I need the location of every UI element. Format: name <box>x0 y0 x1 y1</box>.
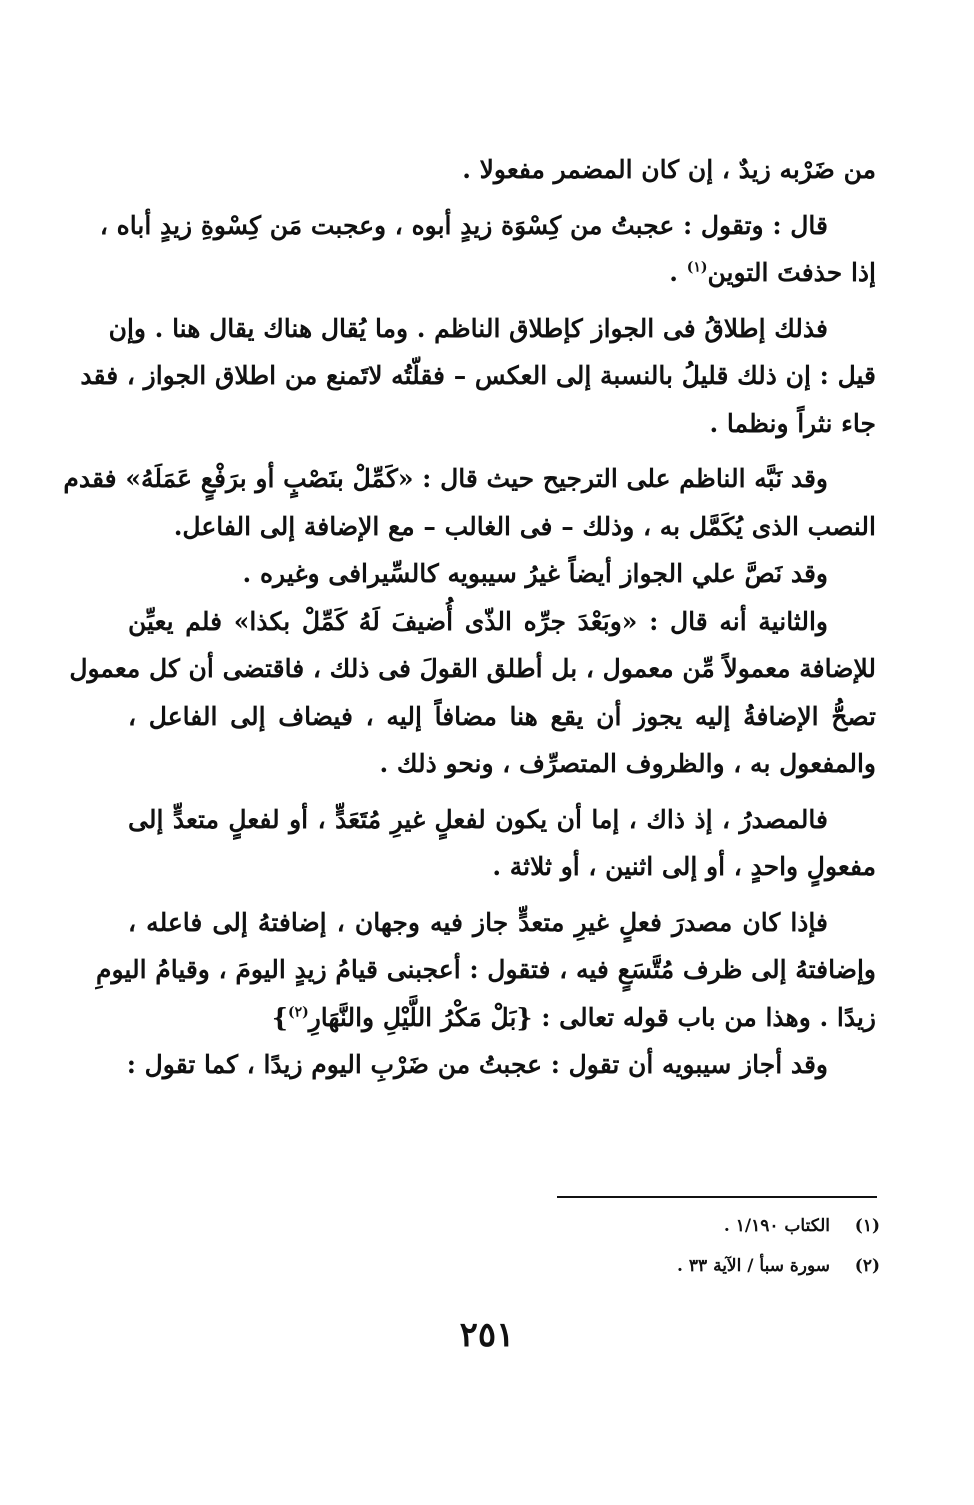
text-span: } <box>271 1002 288 1032</box>
text-line: قال : وتقول : عجبتُ من كِسْوَة زيدٍ أبوه ، وعجبت مَن كِسْوةِ زيدٍ أباه ، <box>99 210 828 240</box>
text-line: جاء نثراً ونظما . <box>709 408 876 438</box>
text-line: مفعولٍ واحدٍ ، أو إلى اثنين ، أو ثلاثة . <box>492 852 876 881</box>
text-line: تصحُّ الإضافةُ إليه يجوز أن يقع هنا مضافاً إليه ، فيضاف إلى الفاعل ، <box>128 701 876 731</box>
text-line: للإضافة معمولاً مِّن معمول ، بل أطلق القولَ فى ذلك ، فاقتضى أن كل معمول <box>69 654 876 683</box>
text-span: إذا حذفتَ التوين <box>707 258 876 287</box>
footnote-ref-2: (٢) <box>287 1004 309 1021</box>
text-line: وإضافتهُ إلى ظرف مُتَّسَعٍ فيه ، فتقول : أعجبنى قيامُ زيدٍ اليومَ ، وقيامُ اليومِ <box>96 955 876 984</box>
text-span: . <box>669 258 687 287</box>
footnote-number: (٢) <box>854 1256 880 1276</box>
footnote-1 <box>560 1206 880 1246</box>
text-line: قيل : إن ذلك قليلُ بالنسبة إلى العكس – فقلّتُه لاتَمنع من اطلاق الجواز ، فقد <box>80 361 876 390</box>
footnote-number: (١) <box>854 1216 880 1236</box>
text-line: والمفعول به ، والظروف المتصرِّف ، ونحو ذلك . <box>379 749 876 778</box>
text-line: فالمصدرُ ، إذ ذاك ، إما أن يكون لفعلٍ غيرِ مُتَعَدٍّ ، أو لفعلٍ متعدٍّ إلى <box>128 804 828 834</box>
footnote-divider <box>557 1196 877 1198</box>
footnote-ref-1: (١) <box>686 259 708 276</box>
text-span: زيدًا . وهذا من باب قوله تعالى : {بَلْ مَكْرُ اللَّيْلِ والنَّهَارِ <box>308 1002 876 1032</box>
text-line: فذلك إطلاقُ فى الجواز كإطلاق الناظم . وما يُقال هناك يقال هنا . وإن <box>108 313 828 343</box>
footnote-2 <box>560 1246 880 1286</box>
page-number: ٢٥١ <box>459 1315 515 1355</box>
text-line <box>128 249 876 297</box>
text-line: والثانية أنه قال : «وبَعْدَ جرِّه الذّى أُضيفَ لَهُ كَمِّلْ بكذا» فلم يعيِّن <box>128 606 828 636</box>
text-line: وقد نَصَّ علي الجواز أيضاً غيرُ سيبويه كالسِّيرافى وغيره . <box>242 559 828 588</box>
footnote-text: سورة سبأ / الآية ٣٣ . <box>677 1256 830 1276</box>
footnote-text: الكتاب ١/١٩٠ . <box>723 1216 830 1236</box>
text-line: وقد أجاز سيبويه أن تقول : عجبتُ من ضَرْبِ اليوم زيدًا ، كما تقول : <box>126 1050 828 1079</box>
footnotes <box>560 1206 880 1286</box>
text-line: النصب الذى يُكَمَّل به ، وذلك – فى الغالب – مع الإضافة إلى الفاعل. <box>173 511 876 541</box>
text-line: فإذا كان مصدرَ فعلٍ غيرِ متعدٍّ جاز فيه وجهان ، إضافتهُ إلى فاعله ، <box>128 907 828 937</box>
text-line: وقد نَبَّه الناظم على الترجيح حيث قال : «كَمِّلْ بنَصْبٍ أو برَفْعٍ عَمَلَهُ» فقدم <box>63 464 828 493</box>
text-line: من ضَرْبه زيدٌ ، إن كان المضمر مفعولا . <box>462 155 876 184</box>
text-line <box>128 994 876 1042</box>
body-text <box>63 146 876 1089</box>
